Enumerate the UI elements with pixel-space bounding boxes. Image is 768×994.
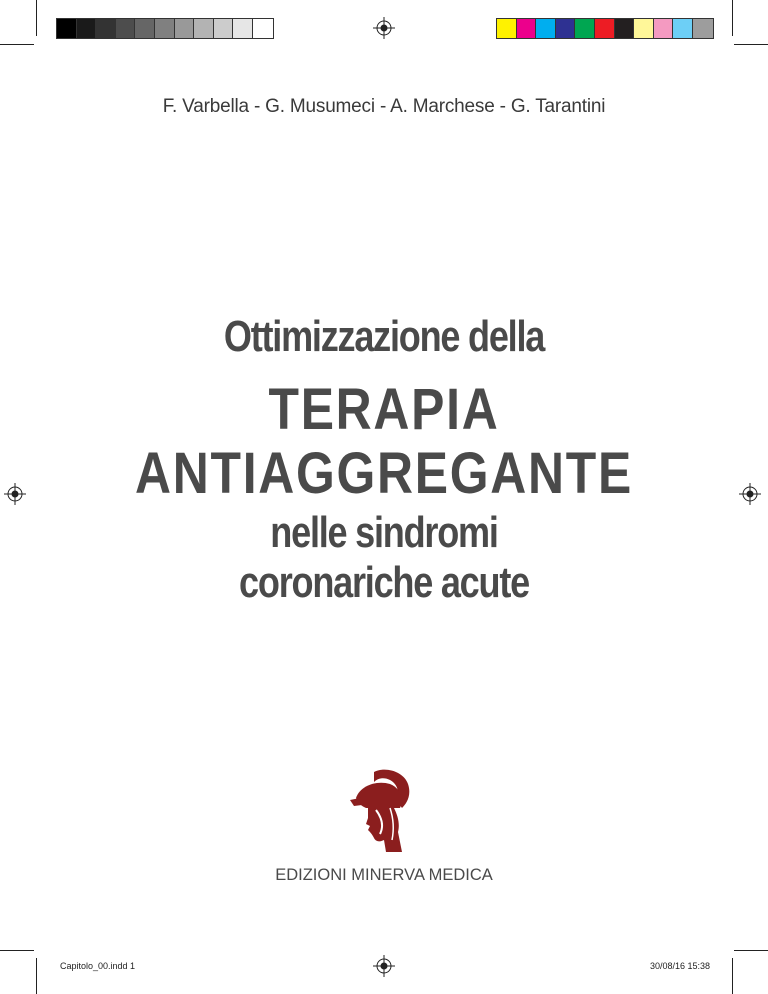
registration-target-icon <box>373 955 395 977</box>
crop-mark-br-h <box>734 950 768 951</box>
gray-swatch <box>96 19 116 38</box>
slug-filename: Capitolo_00.indd 1 <box>60 961 136 971</box>
gray-swatch <box>77 19 97 38</box>
title-line-3: ANTIAGGREGANTE <box>135 441 633 506</box>
gray-swatch <box>135 19 155 38</box>
gray-swatch <box>214 19 234 38</box>
color-swatch <box>615 19 635 38</box>
crop-mark-tl-v <box>36 0 37 36</box>
title-line-1: Ottimizzazione della <box>223 312 545 361</box>
color-swatch <box>673 19 693 38</box>
gray-swatch <box>57 19 77 38</box>
color-swatch <box>497 19 517 38</box>
gray-swatch <box>194 19 214 38</box>
minerva-helmet-logo <box>346 768 416 854</box>
color-swatch <box>536 19 556 38</box>
color-control-bar <box>496 18 714 39</box>
color-swatch <box>517 19 537 38</box>
title-line-5: coronariche acute <box>239 558 529 607</box>
title-line-4: nelle sindromi <box>270 508 498 557</box>
gray-swatch <box>253 19 273 38</box>
crop-mark-br-v <box>732 958 733 994</box>
gray-step-bar <box>56 18 274 39</box>
color-swatch <box>595 19 615 38</box>
registration-target-icon <box>4 483 26 505</box>
color-swatch <box>693 19 713 38</box>
gray-swatch <box>116 19 136 38</box>
gray-swatch <box>155 19 175 38</box>
gray-swatch <box>175 19 195 38</box>
publisher-name: EDIZIONI MINERVA MEDICA <box>275 866 493 884</box>
authors-line: F. Varbella - G. Musumeci - A. Marchese - G. Tarantini <box>162 96 606 117</box>
crop-mark-tl-h <box>0 44 34 45</box>
crop-mark-bl-h <box>0 950 34 951</box>
registration-target-icon <box>739 483 761 505</box>
color-swatch <box>634 19 654 38</box>
color-swatch <box>575 19 595 38</box>
slug-date: 30/08/16 15:38 <box>649 961 710 971</box>
gray-swatch <box>233 19 253 38</box>
registration-target-icon <box>373 17 395 39</box>
crop-mark-tr-v <box>732 0 733 36</box>
color-swatch <box>556 19 576 38</box>
crop-mark-tr-h <box>734 44 768 45</box>
crop-mark-bl-v <box>36 958 37 994</box>
title-line-2: TERAPIA <box>268 377 500 442</box>
color-swatch <box>654 19 674 38</box>
